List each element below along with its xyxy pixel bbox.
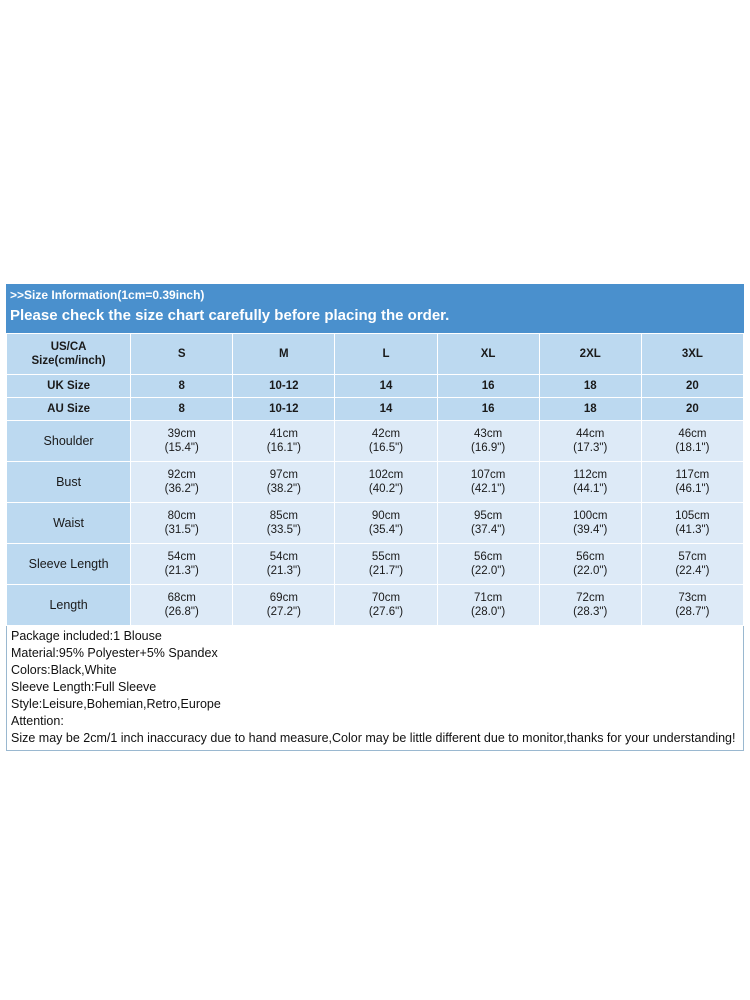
row-header-label bbox=[7, 334, 131, 375]
cell-waist-m bbox=[233, 503, 335, 544]
note-sleeve-length: Sleeve Length:Full Sleeve bbox=[11, 680, 157, 694]
column-header-xl: XL bbox=[437, 334, 539, 375]
value-cm: 117cm bbox=[675, 469, 710, 481]
note-material: Material:95% Polyester+5% Spandex bbox=[11, 646, 218, 660]
cell-length-s bbox=[131, 585, 233, 626]
cell-length-m bbox=[233, 585, 335, 626]
value-inch: (38.2") bbox=[266, 483, 301, 495]
cell-shoulder-3xl bbox=[641, 421, 743, 462]
value-inch: (40.2") bbox=[368, 483, 404, 495]
region-label: US/CA bbox=[50, 341, 87, 353]
cell-waist-s bbox=[131, 503, 233, 544]
value-cm: 69cm bbox=[269, 592, 298, 604]
cell-uk-3xl: 20 bbox=[641, 375, 743, 398]
row-label-shoulder: Shoulder bbox=[7, 421, 131, 462]
column-header-m: M bbox=[233, 334, 335, 375]
value-inch: (36.2") bbox=[164, 483, 199, 495]
cell-shoulder-xl bbox=[437, 421, 539, 462]
value-cm: 44cm bbox=[576, 428, 605, 440]
cell-uk-xl: 16 bbox=[437, 375, 539, 398]
value-cm: 43cm bbox=[474, 428, 503, 440]
value-cm: 92cm bbox=[167, 469, 196, 481]
cell-sleeve-xl bbox=[437, 544, 539, 585]
cell-au-m: 10-12 bbox=[233, 398, 335, 421]
value-inch: (21.3") bbox=[266, 565, 301, 577]
value-inch: (31.5") bbox=[164, 524, 199, 536]
value-cm: 55cm bbox=[371, 551, 401, 563]
cell-length-l bbox=[335, 585, 437, 626]
value-cm: 72cm bbox=[576, 592, 605, 604]
size-table bbox=[6, 333, 744, 626]
cell-length-xl bbox=[437, 585, 539, 626]
value-cm: 56cm bbox=[576, 551, 605, 563]
cell-sleeve-m bbox=[233, 544, 335, 585]
cell-waist-2xl bbox=[539, 503, 641, 544]
value-inch: (22.0") bbox=[471, 565, 506, 577]
value-inch: (35.4") bbox=[368, 524, 404, 536]
value-inch: (44.1") bbox=[573, 483, 608, 495]
size-chart-container bbox=[6, 284, 744, 751]
value-inch: (21.7") bbox=[368, 565, 404, 577]
value-cm: 97cm bbox=[269, 469, 298, 481]
column-header-l: L bbox=[335, 334, 437, 375]
column-header-3xl: 3XL bbox=[641, 334, 743, 375]
value-inch: (16.9") bbox=[471, 442, 506, 454]
cell-uk-2xl: 18 bbox=[539, 375, 641, 398]
note-attention-text: Size may be 2cm/1 inch inaccuracy due to hand measure,Color may be little different due to monitor,thanks for your understanding! bbox=[11, 731, 736, 745]
value-cm: 68cm bbox=[167, 592, 196, 604]
value-cm: 90cm bbox=[371, 510, 401, 522]
size-info-banner bbox=[6, 284, 744, 333]
row-label-au-size: AU Size bbox=[7, 398, 131, 421]
cell-shoulder-l bbox=[335, 421, 437, 462]
value-cm: 102cm bbox=[368, 469, 404, 481]
table-row bbox=[7, 544, 744, 585]
value-cm: 56cm bbox=[474, 551, 503, 563]
row-label-bust: Bust bbox=[7, 462, 131, 503]
value-cm: 71cm bbox=[474, 592, 503, 604]
row-label-waist: Waist bbox=[7, 503, 131, 544]
cell-uk-m: 10-12 bbox=[233, 375, 335, 398]
cell-sleeve-2xl bbox=[539, 544, 641, 585]
value-cm: 39cm bbox=[167, 428, 196, 440]
table-row bbox=[7, 585, 744, 626]
row-label-uk-size: UK Size bbox=[7, 375, 131, 398]
cell-uk-l: 14 bbox=[335, 375, 437, 398]
value-inch: (37.4") bbox=[471, 524, 506, 536]
table-row bbox=[7, 503, 744, 544]
value-inch: (26.8") bbox=[164, 606, 199, 618]
value-cm: 54cm bbox=[167, 551, 196, 563]
cell-bust-m bbox=[233, 462, 335, 503]
note-style: Style:Leisure,Bohemian,Retro,Europe bbox=[11, 697, 221, 711]
cell-length-3xl bbox=[641, 585, 743, 626]
value-inch: (16.5") bbox=[368, 442, 404, 454]
value-cm: 107cm bbox=[470, 469, 506, 481]
cell-waist-3xl bbox=[641, 503, 743, 544]
value-inch: (41.3") bbox=[675, 524, 710, 536]
cell-shoulder-s bbox=[131, 421, 233, 462]
value-cm: 54cm bbox=[269, 551, 298, 563]
table-header-row bbox=[7, 334, 744, 375]
cell-length-2xl bbox=[539, 585, 641, 626]
note-attention-label: Attention: bbox=[11, 714, 64, 728]
cell-sleeve-s bbox=[131, 544, 233, 585]
row-label-sleeve-length: Sleeve Length bbox=[7, 544, 131, 585]
value-inch: (16.1") bbox=[266, 442, 301, 454]
cell-sleeve-l bbox=[335, 544, 437, 585]
value-cm: 46cm bbox=[678, 428, 707, 440]
value-cm: 73cm bbox=[678, 592, 707, 604]
cell-waist-xl bbox=[437, 503, 539, 544]
cell-au-xl: 16 bbox=[437, 398, 539, 421]
value-cm: 95cm bbox=[474, 510, 503, 522]
value-inch: (28.3") bbox=[573, 606, 608, 618]
value-inch: (18.1") bbox=[675, 442, 710, 454]
value-inch: (22.4") bbox=[675, 565, 710, 577]
cell-bust-s bbox=[131, 462, 233, 503]
value-inch: (46.1") bbox=[675, 483, 710, 495]
value-inch: (39.4") bbox=[573, 524, 608, 536]
value-inch: (21.3") bbox=[164, 565, 199, 577]
value-inch: (33.5") bbox=[266, 524, 301, 536]
value-cm: 80cm bbox=[167, 510, 196, 522]
value-cm: 42cm bbox=[371, 428, 401, 440]
table-row bbox=[7, 421, 744, 462]
value-inch: (27.2") bbox=[266, 606, 301, 618]
table-row bbox=[7, 462, 744, 503]
value-cm: 112cm bbox=[573, 469, 608, 481]
note-package-included: Package included:1 Blouse bbox=[11, 629, 162, 643]
value-cm: 70cm bbox=[371, 592, 401, 604]
value-cm: 100cm bbox=[572, 510, 608, 522]
cell-shoulder-m bbox=[233, 421, 335, 462]
value-inch: (28.7") bbox=[675, 606, 710, 618]
cell-shoulder-2xl bbox=[539, 421, 641, 462]
cell-au-s: 8 bbox=[131, 398, 233, 421]
row-label-length: Length bbox=[7, 585, 131, 626]
value-inch: (42.1") bbox=[471, 483, 506, 495]
cell-bust-3xl bbox=[641, 462, 743, 503]
value-inch: (17.3") bbox=[573, 442, 608, 454]
note-colors: Colors:Black,White bbox=[11, 663, 117, 677]
value-inch: (27.6") bbox=[368, 606, 404, 618]
cell-au-3xl: 20 bbox=[641, 398, 743, 421]
size-info-title: >>Size Information(1cm=0.39inch) bbox=[10, 288, 205, 302]
size-check-notice: Please check the size chart carefully before placing the order. bbox=[10, 307, 450, 324]
value-cm: 41cm bbox=[269, 428, 298, 440]
product-notes bbox=[6, 626, 744, 751]
cell-bust-2xl bbox=[539, 462, 641, 503]
cell-uk-s: 8 bbox=[131, 375, 233, 398]
unit-label: Size(cm/inch) bbox=[31, 355, 106, 367]
value-inch: (28.0") bbox=[471, 606, 506, 618]
value-cm: 85cm bbox=[269, 510, 298, 522]
value-inch: (15.4") bbox=[164, 442, 199, 454]
value-inch: (22.0") bbox=[573, 565, 608, 577]
cell-waist-l bbox=[335, 503, 437, 544]
table-row bbox=[7, 375, 744, 398]
cell-sleeve-3xl bbox=[641, 544, 743, 585]
column-header-2xl: 2XL bbox=[539, 334, 641, 375]
cell-bust-xl bbox=[437, 462, 539, 503]
cell-au-2xl: 18 bbox=[539, 398, 641, 421]
table-row bbox=[7, 398, 744, 421]
cell-bust-l bbox=[335, 462, 437, 503]
value-cm: 105cm bbox=[675, 510, 710, 522]
column-header-s: S bbox=[131, 334, 233, 375]
cell-au-l: 14 bbox=[335, 398, 437, 421]
value-cm: 57cm bbox=[678, 551, 707, 563]
